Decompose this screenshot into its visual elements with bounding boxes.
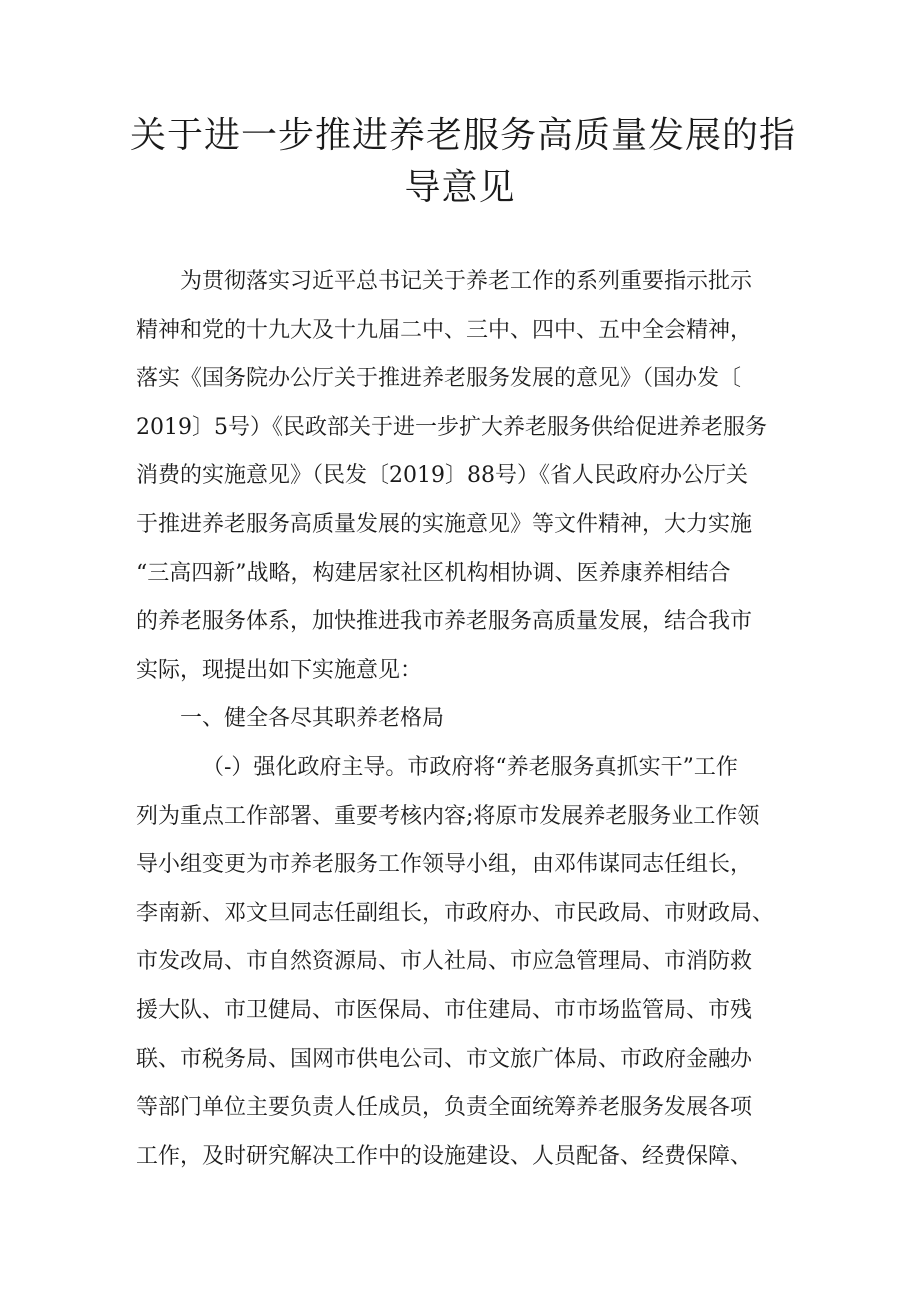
document-title bbox=[130, 110, 797, 214]
text-line: 精神和党的十九大及十九届二中、三中、四中、五中全会精神， bbox=[136, 317, 753, 343]
text-line: 市发改局、市自然资源局、市人社局、市应急管理局、市消防救 bbox=[136, 949, 753, 975]
section-heading-text: 一、健全各尽其职养老格局 bbox=[180, 706, 445, 732]
text-line: （-）强化政府主导。市政府将“养老服务真抓实干”工作 bbox=[202, 754, 738, 780]
text-line: 为贯彻落实习近平总书记关于养老工作的系列重要指示批示 bbox=[180, 269, 753, 294]
text-line: 于推进养老服务高质量发展的实施意见》等文件精神，大力实施 bbox=[136, 511, 753, 537]
text-line: 李南新、邓文旦同志任副组长，市政府办、市民政局、市财政局、 bbox=[136, 900, 775, 926]
text-line: 列为重点工作部署、重要考核内容;将原市发展养老服务业工作领 bbox=[136, 803, 760, 829]
document-body bbox=[136, 258, 796, 1181]
text-line: 援大队、市卫健局、市医保局、市住建局、市市场监管局、市残 bbox=[136, 997, 753, 1023]
intro-paragraph bbox=[136, 258, 796, 695]
text-line: 落实《国务院办公厅关于推进养老服务发展的意见》（国办发〔 bbox=[136, 366, 742, 392]
text-line: 等部门单位主要负责人任成员，负责全面统筹养老服务发展各项 bbox=[136, 1095, 753, 1121]
text-line: 的养老服务体系，加快推进我市养老服务高质量发展，结合我市 bbox=[136, 609, 753, 635]
text-line: 消费的实施意见》（民发〔2019〕88号）《省人民政府办公厅关 bbox=[136, 463, 748, 489]
item-paragraph bbox=[136, 744, 796, 1181]
text-line: 导小组变更为市养老服务工作领导小组，由邓伟谋同志任组长， bbox=[136, 852, 753, 878]
text-line: 联、市税务局、国网市供电公司、市文旅广体局、市政府金融办 bbox=[136, 1046, 753, 1072]
text-line: 2019〕5号）《民政部关于进一步扩大养老服务供给促进养老服务 bbox=[136, 414, 767, 440]
text-line: 工作，及时研究解决工作中的设施建设、人员配备、经费保障、 bbox=[136, 1143, 753, 1169]
text-line: 实际，现提出如下实施意见： bbox=[136, 657, 423, 683]
title-line-2: 导意见 bbox=[404, 167, 516, 208]
section-heading bbox=[136, 695, 796, 744]
text-line: “三高四新”战略，构建居家社区机构相协调、医养康养相结合 bbox=[136, 560, 731, 586]
title-line-1: 关于进一步推进养老服务高质量发展的指 bbox=[130, 115, 797, 156]
